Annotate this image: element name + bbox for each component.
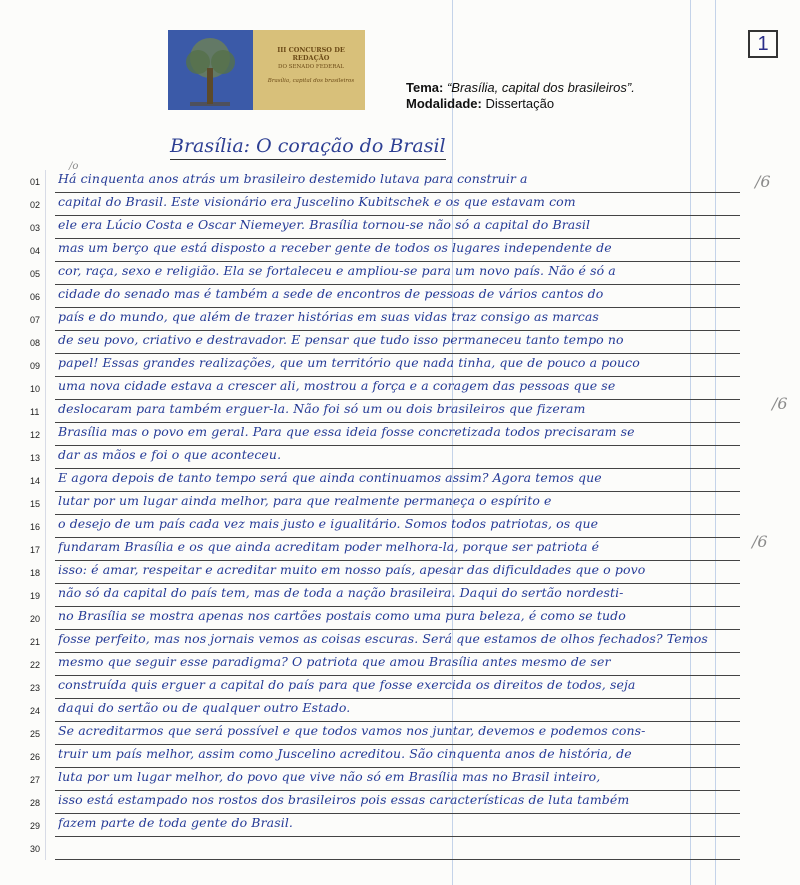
line-text: papel! Essas grandes realizações, que um território que nada tinha, que de pouco a pouco — [58, 355, 640, 370]
essay-line — [0, 768, 800, 791]
line-number: 23 — [30, 683, 41, 693]
line-number: 21 — [30, 637, 41, 647]
line-number: 27 — [30, 775, 41, 785]
line-text: no Brasília se mostra apenas nos cartões postais como uma pura beleza, é como se tudo — [58, 608, 626, 623]
line-number: 10 — [30, 384, 41, 394]
essay-line — [0, 446, 800, 469]
banner-title: III CONCURSO DE REDAÇÃO — [277, 46, 345, 62]
modalidade-label: Modalidade: — [406, 96, 482, 111]
essay-line — [0, 837, 800, 860]
line-text: Há cinquenta anos atrás um brasileiro destemido lutava para construir a — [58, 171, 528, 186]
stray-mark: /o — [69, 161, 79, 172]
line-text: o desejo de um país cada vez mais justo e igualitário. Somos todos patriotas, os que — [58, 516, 599, 531]
essay-line — [0, 722, 800, 745]
line-number: 01 — [30, 177, 41, 187]
essay-line — [0, 814, 800, 837]
line-text: isso está estampado nos rostos dos brasileiros pois essas características de luta também — [58, 792, 630, 807]
tree-logo-icon — [168, 30, 253, 110]
line-text: fosse perfeito, mas nos jornais vemos as coisas escuras. Será que estamos de olhos fechados? Temos — [58, 631, 708, 646]
essay-line — [0, 538, 800, 561]
line-number: 26 — [30, 752, 41, 762]
line-text: truir um país melhor, assim como Juscelino acreditou. São cinquenta anos de história, de — [58, 746, 632, 761]
essay-line — [0, 492, 800, 515]
banner-subtitle: DO SENADO FEDERAL — [278, 64, 344, 70]
line-number: 20 — [30, 614, 41, 624]
essay-line — [0, 423, 800, 446]
essay-line — [0, 216, 800, 239]
ruled-line — [55, 859, 740, 860]
essay-line — [0, 791, 800, 814]
line-number: 02 — [30, 200, 41, 210]
essay-line — [0, 630, 800, 653]
line-number: 30 — [30, 844, 41, 854]
line-number: 19 — [30, 591, 41, 601]
line-text: país e do mundo, que além de trazer histórias em suas vidas traz consigo as marcas — [58, 309, 599, 324]
essay-line — [0, 400, 800, 423]
grader-mark: /6 — [772, 394, 788, 413]
line-text: Brasília mas o povo em geral. Para que essa ideia fosse concretizada todos precisaram se — [58, 424, 635, 439]
line-text: capital do Brasil. Este visionário era Juscelino Kubitschek e os que estavam com — [58, 194, 576, 209]
essay-line — [0, 607, 800, 630]
line-text: lutar por um lugar ainda melhor, para que realmente permaneça o espírito e — [58, 493, 552, 508]
essay-meta — [406, 80, 635, 112]
line-text: Se acreditarmos que será possível e que todos vamos nos juntar, devemos e podemos cons- — [58, 723, 646, 738]
line-number: 06 — [30, 292, 41, 302]
line-number: 16 — [30, 522, 41, 532]
line-text: dar as mãos e foi o que aconteceu. — [58, 447, 282, 462]
contest-banner — [168, 30, 365, 110]
essay-line — [0, 561, 800, 584]
line-text: construída quis erguer a capital do país para que fosse exercida os direitos de todos, seja — [58, 677, 636, 692]
line-text: daqui do sertão ou de qualquer outro Estado. — [58, 700, 351, 715]
line-text: isso: é amar, respeitar e acreditar muito em nosso país, apesar das dificuldades que o povo — [58, 562, 646, 577]
line-number: 17 — [30, 545, 41, 555]
line-number: 03 — [30, 223, 41, 233]
tema-label: Tema: — [406, 80, 444, 95]
essay-line — [0, 653, 800, 676]
line-text: luta por um lugar melhor, do povo que vive não só em Brasília mas no Brasil inteiro, — [58, 769, 601, 784]
line-number: 04 — [30, 246, 41, 256]
essay-line — [0, 745, 800, 768]
line-number: 13 — [30, 453, 41, 463]
essay-title: Brasília: O coração do Brasil — [170, 135, 446, 160]
essay-line — [0, 193, 800, 216]
line-number: 07 — [30, 315, 41, 325]
page-number-box: 1 — [748, 30, 778, 58]
line-number: 28 — [30, 798, 41, 808]
essay-line — [0, 285, 800, 308]
line-text: deslocaram para também erguer-la. Não foi só um ou dois brasileiros que fizeram — [58, 401, 586, 416]
essay-line — [0, 676, 800, 699]
line-text: uma nova cidade estava a crescer ali, mostrou a força e a coragem das pessoas que se — [58, 378, 616, 393]
line-text: cor, raça, sexo e religião. Ela se fortaleceu e ampliou-se para um novo país. Não é só a — [58, 263, 616, 278]
line-text: ele era Lúcio Costa e Oscar Niemeyer. Brasília tornou-se não só a capital do Brasil — [58, 217, 591, 232]
essay-line — [0, 170, 800, 193]
line-number: 14 — [30, 476, 41, 486]
line-number: 08 — [30, 338, 41, 348]
line-number: 24 — [30, 706, 41, 716]
essay-line — [0, 584, 800, 607]
line-text: não só da capital do país tem, mas de toda a nação brasileira. Daqui do sertão nordesti- — [58, 585, 624, 600]
essay-line — [0, 377, 800, 400]
line-number: 22 — [30, 660, 41, 670]
line-text: mesmo que seguir esse paradigma? O patriota que amou Brasília antes mesmo de ser — [58, 654, 611, 669]
essay-line — [0, 331, 800, 354]
line-number: 29 — [30, 821, 41, 831]
line-number: 18 — [30, 568, 41, 578]
line-number: 15 — [30, 499, 41, 509]
line-number: 09 — [30, 361, 41, 371]
essay-line — [0, 515, 800, 538]
banner-theme: Brasília, capital dos brasileiros — [267, 78, 355, 84]
line-text: fazem parte de toda gente do Brasil. — [58, 815, 294, 830]
essay-line — [0, 308, 800, 331]
essay-line — [0, 469, 800, 492]
line-number: 12 — [30, 430, 41, 440]
line-text: mas um berço que está disposto a receber gente de todos os lugares independente de — [58, 240, 612, 255]
essay-line — [0, 699, 800, 722]
modalidade-value: Dissertação — [485, 96, 555, 111]
line-text: fundaram Brasília e os que ainda acreditam poder melhora-la, porque ser patriota é — [58, 539, 600, 554]
line-text: de seu povo, criativo e destravador. E pensar que tudo isso permaneceu tanto tempo no — [58, 332, 624, 347]
line-number: 11 — [30, 407, 40, 417]
line-number: 05 — [30, 269, 41, 279]
essay-line — [0, 354, 800, 377]
grader-mark: /6 — [752, 532, 768, 551]
line-text: E agora depois de tanto tempo será que ainda continuamos assim? Agora temos que — [58, 470, 602, 485]
tema-value: “Brasília, capital dos brasileiros”. — [446, 80, 635, 95]
essay-line — [0, 262, 800, 285]
line-number: 25 — [30, 729, 41, 739]
grader-mark: /6 — [755, 172, 771, 191]
line-text: cidade do senado mas é também a sede de encontros de pessoas de vários cantos do — [58, 286, 604, 301]
essay-line — [0, 239, 800, 262]
